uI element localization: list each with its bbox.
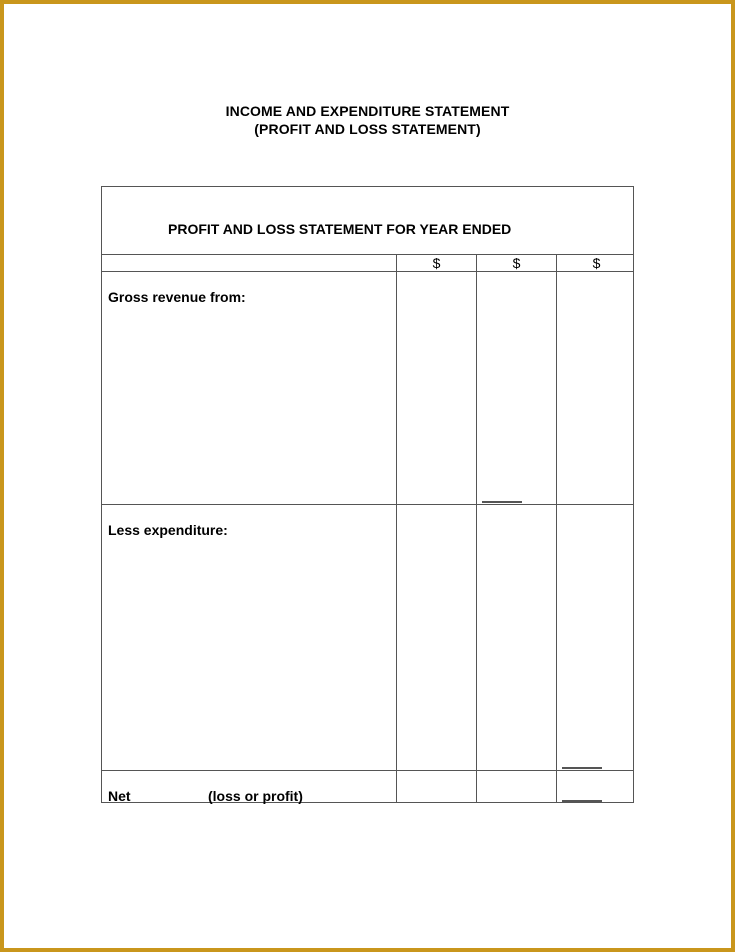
row-divider [102,504,633,505]
column-divider [476,254,477,802]
revenue-subtotal-rule [482,501,522,503]
net-note: (loss or profit) [208,788,303,804]
net-total-rule [562,800,602,802]
row-divider [102,271,633,272]
statement-table [101,186,634,803]
currency-header-3: $ [592,255,601,271]
expenditure-subtotal-rule [562,767,602,769]
document-subtitle: (PROFIT AND LOSS STATEMENT) [254,121,481,137]
column-divider [396,254,397,802]
table-heading: PROFIT AND LOSS STATEMENT FOR YEAR ENDED [168,221,512,237]
gross-revenue-label: Gross revenue from: [108,289,246,305]
currency-header-2: $ [512,255,521,271]
net-label: Net [108,788,131,804]
document-title: INCOME AND EXPENDITURE STATEMENT [225,103,510,119]
row-divider [102,770,633,771]
column-divider [556,254,557,802]
less-expenditure-label: Less expenditure: [108,522,228,538]
currency-header-1: $ [432,255,441,271]
